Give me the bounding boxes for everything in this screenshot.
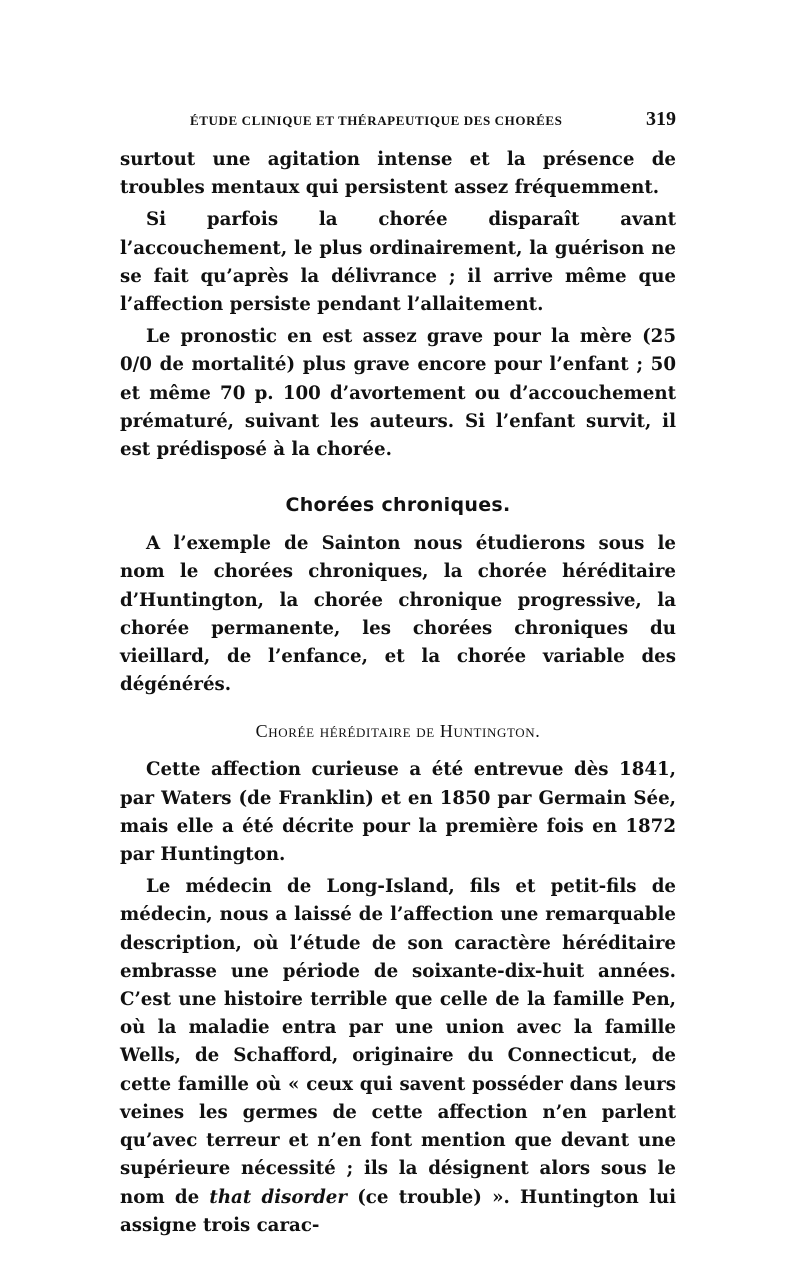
subsection-heading-huntington: Chorée héréditaire de Huntington. [255,721,541,742]
section-heading-chronic-choreas: Chorées chroniques. [285,494,511,517]
page-number: 319 [646,108,676,130]
paragraph-history: Cette affection curieuse a été entrevue dès 1841, par Waters (de Franklin) et en 1850 par Germain Sée, mais elle a été décrite pour la première fois en 1872 par Huntington. [120,759,676,866]
paragraph-long-island [120,873,676,1240]
paragraph-long-island-text: Le médecin de Long-Island, fils et petit-fils de médecin, nous a laissé de l’affection une remarquable description, où l’étude de son caractère héréditaire embrasse une période de soixante-dix-huit années. C’est une histoire terrible que celle de la famille Pen, où la maladie entra par une union avec la famille Wells, de Schafford, originaire du Connecticut, de cette famille où « ceux qui savent posséder dans leurs veines les germes de cette affection n’en parlent qu’avec terreur et n’en font mention que devant une supérieure nécessité ; ils la désignent alors sous le nom de [120,876,676,1208]
running-header [120,108,676,146]
paragraph-delivery: Si parfois la chorée disparaît avant l’accouchement, le plus ordinairement, la guérison ne se fait qu’après la délivrance ; il arrive même que l’affection persiste pendant l’allaitement. [120,209,676,316]
paragraph-continuation: surtout une agitation intense et la présence de troubles mentaux qui persistent assez fréquemment. [120,149,676,199]
book-page [120,108,676,1240]
running-header-title: ÉTUDE CLINIQUE ET THÉRAPEUTIQUE DES CHORÉES [190,113,563,128]
paragraph-prognosis: Le pronostic en est assez grave pour la mère (25 0/0 de mortalité) plus grave encore pour l’enfant ; 50 et même 70 p. 100 d’avortement ou d’accouchement prématuré, suivant les auteurs. Si l’enfant survit, il est prédisposé à la chorée. [120,326,676,461]
paragraph-long-island-end: (ce trouble) ». Huntington lui assigne trois carac- [120,1186,676,1236]
paragraph-chronic-choreas: A l’exemple de Sainton nous étudierons sous le nom le chorées chroniques, la chorée héréditaire d’Huntington, la chorée chronique progressive, la chorée permanente, les chorées chroniques du vieillard, de l’enfance, et la chorée variable des dégénérés. [120,533,676,696]
italic-phrase: that disorder [209,1186,347,1208]
